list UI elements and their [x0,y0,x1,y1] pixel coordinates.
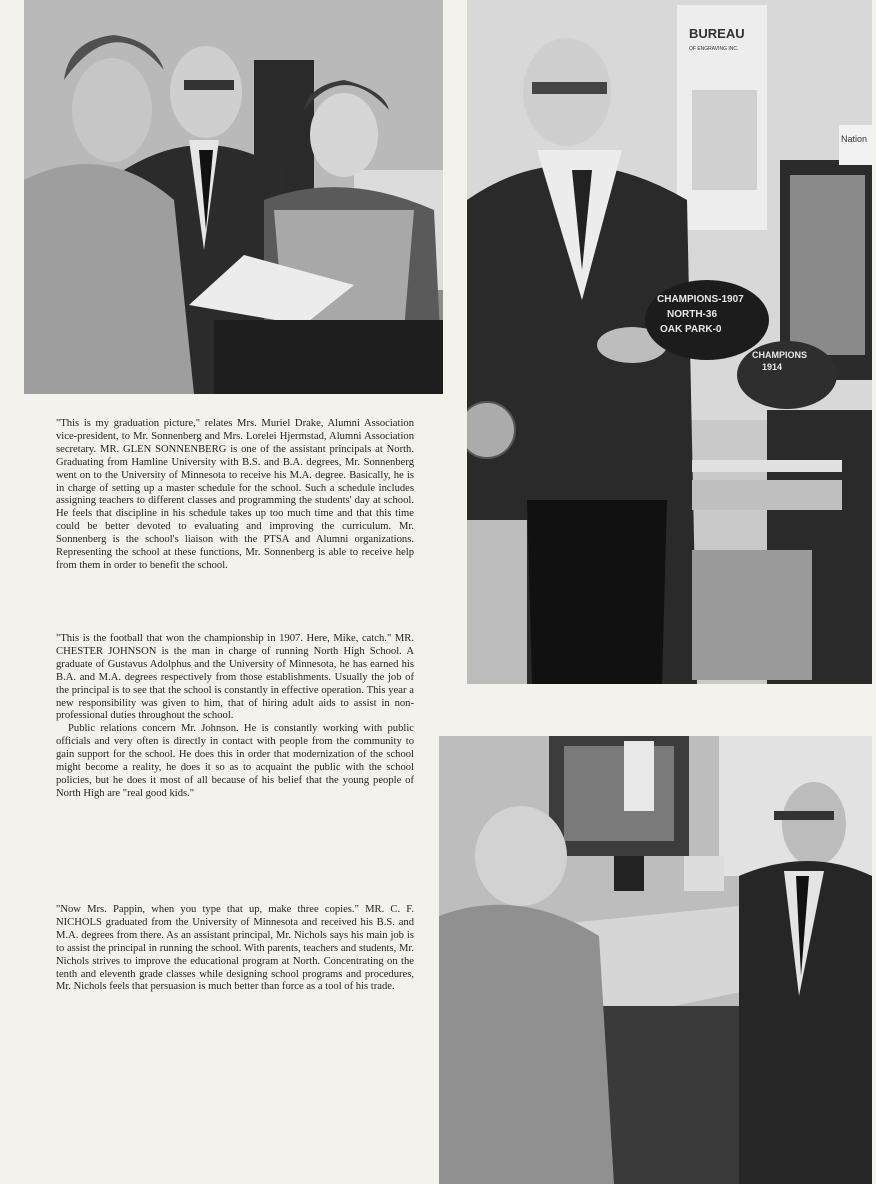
football1-line2: NORTH-36 [667,309,718,320]
caption-nichols-text: "Now Mrs. Pappin, when you type that up, make three copies." MR. C. F. NICHOLS graduated from the University of Minnesota and received his B.S. and M.A. degrees from there. As an assistant principal, Mr. Nichols says his main job is to assist the principal in running the school. With parents, teachers and students, Mr. Nichols strives to improve the educational program at North. Concentrating on the tenth and eleventh grade classes while designing school programs and procedures, Mr. Nichols feels that persuasion is much better than force as a tool of his trade. [56,904,414,993]
football1-line1: CHAMPIONS-1907 [657,294,744,305]
caption-johnson-text-1: "This is the football that won the championship in 1907. Here, Mike, catch." MR. CHESTER JOHNSON is the man in charge of running North High School. A graduate of Gustavus Adolphus and the University of Minnesota, he has earned his B.A. and M.A. degrees respectively from those establishments. Usually the job of the principal is to see that the school is constantly in effective operation. This year a new responsibility was given to him, that of hiring adult aids to assist in non-professional duties throughout the school. [56,633,414,722]
football2-line1: CHAMPIONS [752,350,808,360]
calendar-title: BUREAU [689,26,745,41]
photo-principal-footballs [467,0,872,684]
caption-nichols [56,904,414,994]
football1-line3: OAK PARK-0 [660,324,722,335]
photo-alumni-meeting [24,0,443,394]
caption-johnson [56,633,414,801]
caption-sonnenberg [56,418,414,573]
sign-text: Nation [841,134,868,144]
calendar-subtitle: OF ENGRAVING INC. [689,46,739,52]
photo-nichols-office [439,736,872,1184]
caption-johnson-text-2: Public relations concern Mr. Johnson. He is constantly working with public officials and very often is directly in contact with people from the community to gain support for the school. He does this in order that modernization of the school might become a reality, he does it so as to acquaint the public with the school policies, but he does it most of all because of his belief that the young people of North High are "real good kids." [56,723,414,799]
caption-sonnenberg-text: "This is my graduation picture," relates Mrs. Muriel Drake, Alumni Association vice-president, to Mr. Sonnenberg and Mrs. Lorelei Hjermstad, Alumni Association secretary. MR. GLEN SONNENBERG is one of the assistant principals at North. Graduating from Hamline University with B.S. and B.A. degrees, Mr. Sonnenberg went on to the University of Minnesota to receive his M.A. degree. Basically, he is in charge of setting up a master schedule for the school. Such a schedule includes assigning teachers to different classes and programming the students' day at school. He feels that discipline in his schedule takes up too much time and that this time could be better devoted to evaluating and improving the curriculum. Mr. Sonnenberg is the school's liaison with the PTSA and Alumni organizations. Representing the school at these functions, Mr. Sonnenberg is able to receive help from them in order to benefit the school. [56,418,414,571]
football2-line2: 1914 [762,362,783,372]
